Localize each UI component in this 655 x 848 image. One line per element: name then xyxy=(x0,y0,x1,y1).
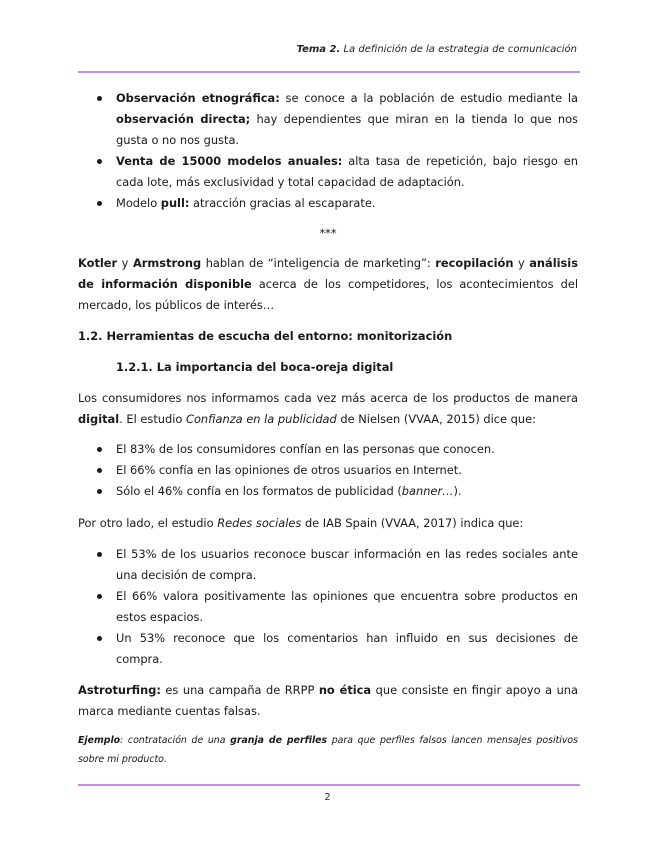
list-item: El 66% confía en las opiniones de otros usuarios en Internet. xyxy=(116,460,578,481)
bold-term: pull: xyxy=(160,196,190,210)
example-note xyxy=(78,731,578,769)
page-header xyxy=(78,44,577,55)
study-title: Confianza en la publicidad xyxy=(186,412,337,426)
paragraph-kotler xyxy=(78,253,578,316)
section-heading: 1.2. Herramientas de escucha del entorno: monitorización xyxy=(78,329,453,343)
list-item xyxy=(116,88,578,151)
bold-term: Astroturfing: xyxy=(78,683,161,697)
paragraph-astroturfing xyxy=(78,680,578,722)
section-separator: *** xyxy=(319,226,337,240)
page-number: 2 xyxy=(324,792,331,803)
text: : contratación de una xyxy=(120,735,231,746)
text: Los consumidores nos informamos cada vez más acerca de los productos de manera xyxy=(78,391,578,405)
bold-term: recopilación xyxy=(435,256,514,270)
bold-term: granja de perfiles xyxy=(230,735,328,746)
bold-term: análisis de información disponible xyxy=(78,256,578,291)
bold-term: Armstrong xyxy=(132,256,202,270)
bold-term: Observación etnográfica: xyxy=(116,91,280,105)
bold-term: Ejemplo xyxy=(78,735,121,746)
bold-term: no ética xyxy=(318,683,372,697)
text: es una campaña de RRPP xyxy=(160,683,319,697)
text: ). xyxy=(453,484,462,498)
list-item xyxy=(116,481,578,502)
list-item: Un 53% reconoce que los comentarios han influido en sus decisiones de compra. xyxy=(116,628,578,670)
study-title: Redes sociales xyxy=(217,516,302,530)
list-item: El 53% de los usuarios reconoce buscar información en las redes sociales ante una decisión de compra. xyxy=(116,544,578,586)
bullet-list-2 xyxy=(78,439,578,502)
paragraph-iab xyxy=(78,513,578,534)
list-item: El 83% de los consumidores confían en las personas que conocen. xyxy=(116,439,578,460)
text: y xyxy=(513,256,530,270)
list-item: El 66% valora positivamente las opiniones que encuentra sobre productos en estos espacios. xyxy=(116,586,578,628)
document-body xyxy=(78,88,578,769)
italic-term: banner… xyxy=(401,484,454,498)
text: Por otro lado, el estudio xyxy=(78,516,218,530)
list-item xyxy=(116,151,578,193)
text: Sólo el 46% confía en los formatos de publicidad ( xyxy=(116,484,402,498)
header-divider xyxy=(78,71,580,73)
text: de Nielsen (VVAA, 2015) dice que: xyxy=(336,412,536,426)
text: que consiste en fingir apoyo a una marca mediante cuentas falsas. xyxy=(78,683,579,718)
footer-divider xyxy=(78,784,580,786)
bold-term: Kotler xyxy=(78,256,118,270)
text: atracción gracias al escaparate. xyxy=(189,196,376,210)
text: Modelo xyxy=(116,196,161,210)
text: . El estudio xyxy=(119,412,186,426)
paragraph-nielsen xyxy=(78,388,578,430)
text: acerca de los competidores, los acontecimientos del mercado, los públicos de interés… xyxy=(78,277,578,312)
text: alta tasa de repetición, bajo riesgo en cada lote, más exclusividad y total capacidad de adaptación. xyxy=(116,154,578,189)
bold-term: digital xyxy=(78,412,120,426)
text: se conoce a la población de estudio mediante la xyxy=(279,91,578,105)
list-item xyxy=(116,193,578,214)
bold-term: Venta de 15000 modelos anuales: xyxy=(116,154,343,168)
text: de IAB Spain (VVAA, 2017) indica que: xyxy=(301,516,524,530)
bold-term: observación directa; xyxy=(116,112,251,126)
bullet-list-1 xyxy=(78,88,578,214)
text: hay dependientes que miran en la tienda lo que nos gusta o no nos gusta. xyxy=(116,112,578,147)
text: hablan de “inteligencia de marketing”: xyxy=(201,256,436,270)
header-title: La definición de la estrategia de comunicación xyxy=(343,44,577,55)
header-topic: Tema 2. xyxy=(296,44,341,55)
text: y xyxy=(117,256,133,270)
text: para que perfiles falsos lancen mensajes positivos sobre mi producto. xyxy=(78,735,579,765)
bullet-list-3 xyxy=(78,544,578,670)
subsection-heading: 1.2.1. La importancia del boca-oreja digital xyxy=(116,360,394,374)
